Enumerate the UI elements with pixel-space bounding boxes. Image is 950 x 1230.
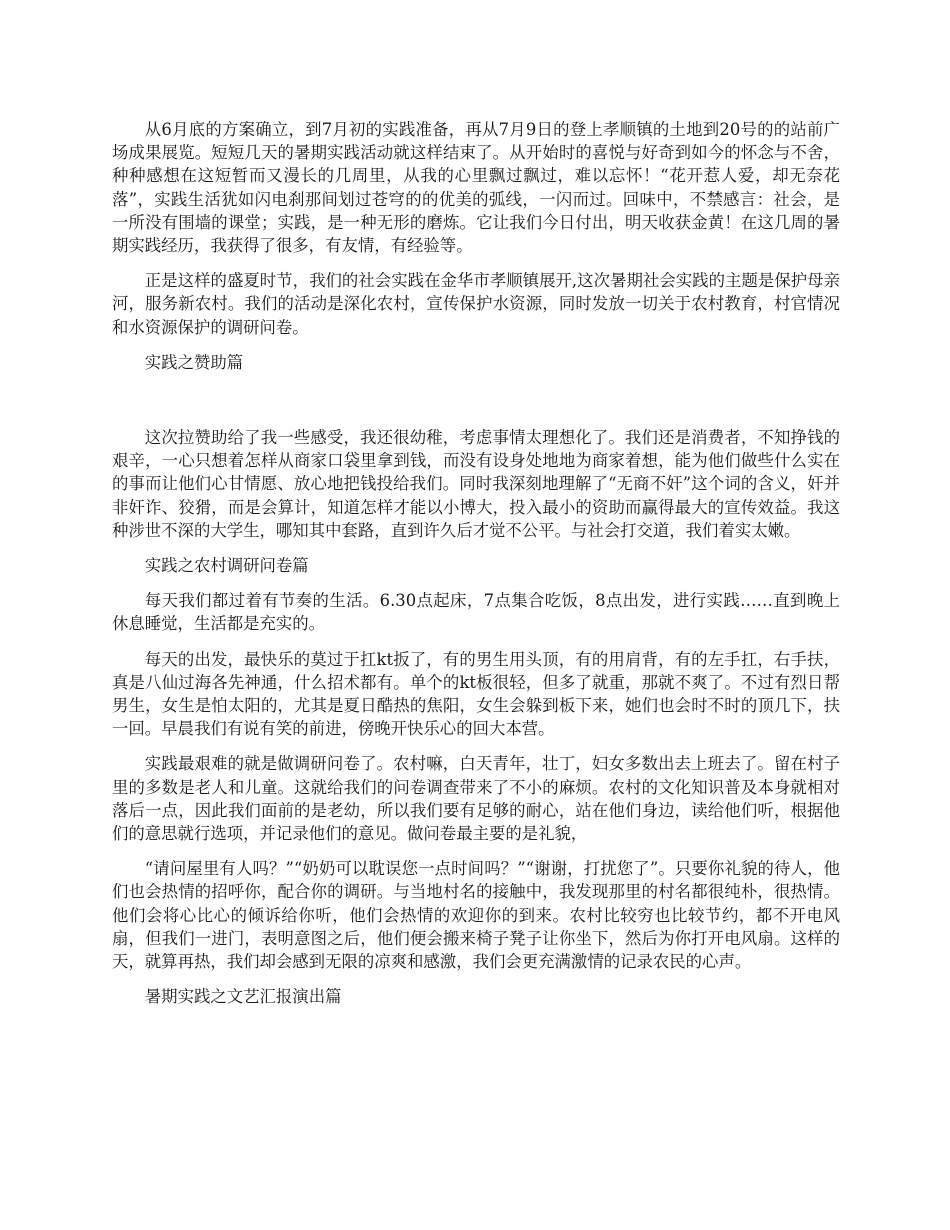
section-heading-survey: 实践之农村调研问卷篇 — [144, 556, 309, 576]
paragraph-politeness: “请问屋里有人吗？”“奶奶可以耽误您一点时间吗？”“谢谢，打扰您了”。只要你礼貌的待人，他们也会热情的招呼你，配合你的调研。与当地村名的接触中，我发现那里的村名都很纯朴，很热情。他们会将心比心的倾诉给你听，他们会热情的欢迎你的到来。农村比较穷也比较节约，都不开电风扇，但我们一进门，表明意图之后，他们便会搬来椅子凳子让你坐下，然后为你打开电风扇。这样的天，就算再热，我们却会感到无限的凉爽和感激，我们会更充满激情的记录农民的心声。 — [112, 859, 840, 972]
section-heading-performance: 暑期实践之文艺汇报演出篇 — [144, 987, 342, 1007]
section-heading-sponsorship: 实践之赞助篇 — [144, 352, 244, 372]
paragraph-theme: 正是这样的盛夏时节，我们的社会实践在金华市孝顺镇展开,这次暑期社会实践的主题是保护母亲河，服务新农村。我们的活动是深化农村，宣传保护水资源，同时发放一切关于农村教育，村官情况和水资源保护的调研问卷。 — [112, 271, 840, 337]
document-body — [112, 118, 840, 1021]
paragraph-kt-board: 每天的出发，最快乐的莫过于扛kt扳了，有的男生用头顶，有的用肩背，有的左手扛，右手扶，真是八仙过海各先神通，什么招术都有。单个的kt板很轻，但多了就重，那就不爽了。不过有烈日帮男生，女生是怕太阳的，尤其是夏日酷热的焦阳，女生会躲到板下来，她们也会时不时的顶几下，扶一回。早晨我们有说有笑的前进，傍晚开快乐心的回大本营。 — [112, 649, 840, 739]
paragraph-sponsorship: 这次拉赞助给了我一些感受，我还很幼稚，考虑事情太理想化了。我们还是消费者，不知挣钱的艰辛，一心只想着怎样从商家口袋里拿到钱，而没有设身处地地为商家着想，能为他们做些什么实在的事而让他们心甘情愿、放心地把钱投给我们。同时我深刻地理解了“无商不奸”这个词的含义，奸并非奸诈、狡猾，而是会算计，知道怎样才能以小博大，投入最小的资助而赢得最大的宣传效益。我这种涉世不深的大学生，哪知其中套路，直到许久后才觉不公平。与社会打交道，我们着实太嫩。 — [112, 428, 840, 540]
paragraph-daily-routine: 每天我们都过着有节奏的生活。6.30点起床，7点集合吃饭，8点出发，进行实践……直到晚上休息睡觉，生活都是充实的。 — [112, 591, 840, 634]
paragraph-intro: 从6月底的方案确立，到7月初的实践准备，再从7月9日的登上孝顺镇的土地到20号的的站前广场成果展览。短短几天的暑期实践活动就这样结束了。从开始时的喜悦与好奇到如今的怀念与不舍，种种感想在这短暂而又漫长的几周里，从我的心里飘过飘过，难以忘怀！“花开惹人爱，却无奈花落”，实践生活犹如闪电刹那间划过苍穹的的优美的弧线，一闪而过。回味中，不禁感言：社会，是一所没有围墙的课堂；实践，是一种无形的磨炼。它让我们今日付出，明天收获金黄！在这几周的暑期实践经历，我获得了很多，有友情，有经验等。 — [112, 120, 840, 256]
paragraph-survey-difficulty: 实践最艰难的就是做调研问卷了。农村嘛，白天青年，壮丁，妇女多数出去上班去了。留在村子里的多数是老人和儿童。这就给我们的问卷调查带来了不小的麻烦。农村的文化知识普及本身就相对落后一点，因此我们面前的是老幼，所以我们要有足够的耐心，站在他们身边，读给他们听，根据他们的意思就行选项，并记录他们的意见。做问卷最主要的是礼貌， — [112, 754, 840, 844]
blank-gap — [112, 386, 840, 426]
